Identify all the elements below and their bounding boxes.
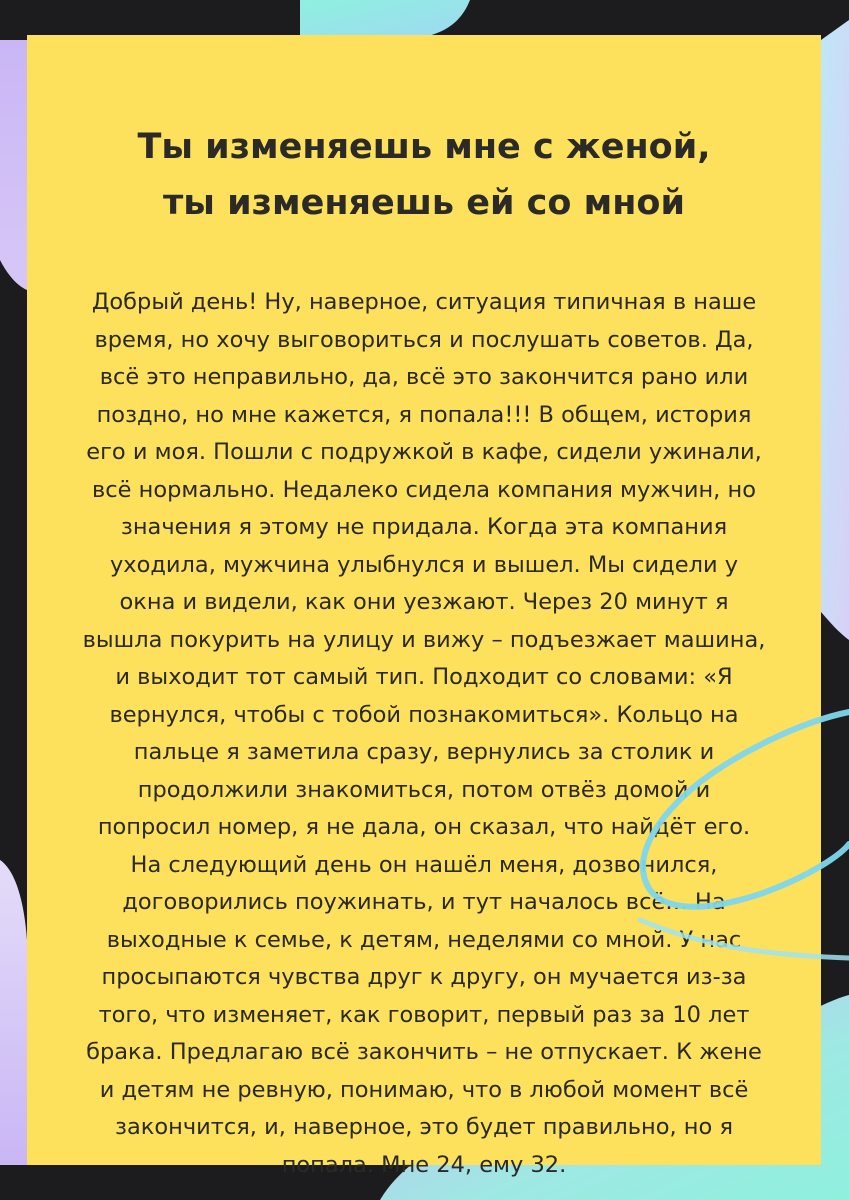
text-line: время, но хочу выговориться и послушать советов. Да, [94,326,754,353]
story-text [57,284,791,1184]
text-line: и детям не ревную, понимаю, что в любой момент всё [99,1076,749,1103]
text-line: его и моя. Пошли с подружкой в кафе, сидели ужинали, [86,439,762,465]
text-line: договорились поужинать, и тут началось всё… На [122,889,726,915]
text-line: выходные к семье, к детям, неделями со мной. У нас [106,926,742,953]
blob-left-bottom [0,860,27,1165]
text-line: уходила, мужчина улыбнулся и вышел. Мы сидели у [109,551,739,578]
title-line: ты изменяешь ей со мной [163,183,685,223]
blob-right [821,20,849,640]
text-line: На следующий день он нашёл меня, дозвонился, [130,851,718,878]
text-line: закончится, и, наверное, это будет правильно, но я [115,1114,733,1140]
text-line: того, что изменяет, как говорит, первый раз за 10 лет [98,1001,750,1028]
text-line: Добрый день! Ну, наверное, ситуация типичная в наше [91,289,757,315]
text-line: брака. Предлагаю всё закончить – не отпускает. К жене [86,1039,762,1065]
text-line: поздно, но мне кажется, я попала!!! В общем, история [96,401,752,428]
text-line: попросил номер, я не дала, он сказал, что найдёт его. [97,814,751,840]
page-title [27,119,821,231]
text-line: пальце я заметила сразу, вернулись за столик и [133,739,715,765]
blob-top [300,0,470,40]
text-line: значения я этому не придала. Когда эта компания [120,514,728,540]
title-line: Ты изменяешь мне с женой, [137,127,711,167]
text-line: попала. Мне 24, ему 32. [281,1151,567,1178]
post-card [27,35,821,1178]
text-line: продолжили знакомиться, потом отвёз домой и [137,776,711,803]
text-line: всё это неправильно, да, всё это закончится рано или [99,364,749,390]
text-line: всё нормально. Недалеко сидела компания мужчин, но [92,476,756,503]
text-line: просыпаются чувства друг к другу, он мучается из-за [101,964,747,990]
blob-left [0,40,27,290]
text-line: вернулся, чтобы с тобой познакомиться». Кольцо на [109,701,739,728]
text-line: окна и видели, как они уезжают. Через 20 минут я [119,589,729,615]
text-line: и выходит тот самый тип. Подходит со словами: «Я [115,664,733,690]
text-line: вышла покурить на улицу и вижу – подъезжает машина, [82,626,766,653]
